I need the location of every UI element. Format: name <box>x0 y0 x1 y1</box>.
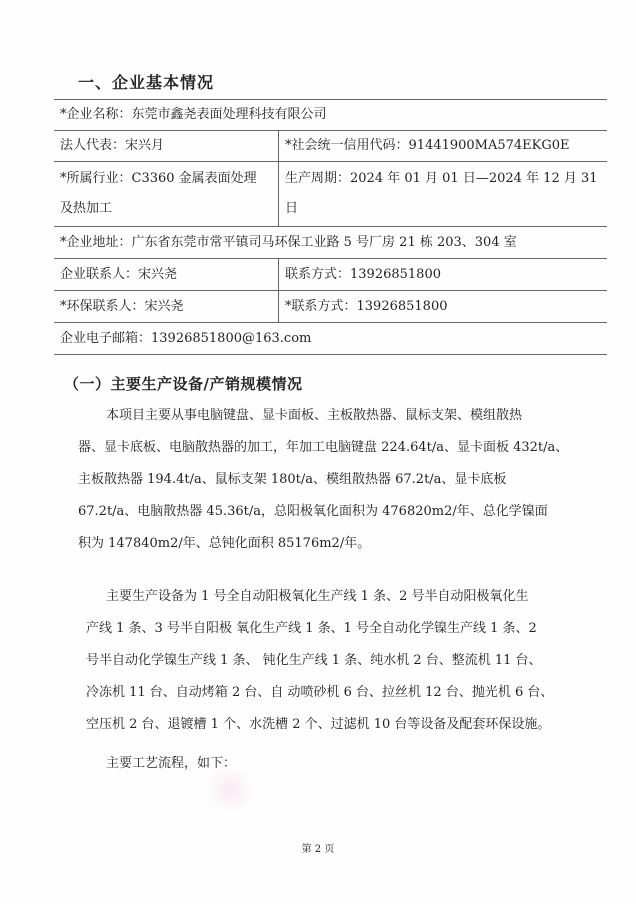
section-heading-basic-info: 一、企业基本情况 <box>78 73 215 92</box>
para2-line: 号半自动化学镍生产线 1 条、 钝化生产线 1 条、纯水机 2 台、整流机 11 台、 <box>86 653 542 668</box>
para1-line: 本项目主要从事电脑键盘、显卡面板、主板散热器、鼠标支架、模组散热 <box>106 408 523 423</box>
env-contact-cell: *环保联系人：宋兴尧 <box>54 291 279 323</box>
address-cell: *企业地址：广东省东莞市常平镇司马环保工业路 5 号厂房 21 栋 203、304 室 <box>54 227 607 259</box>
para1-line: 主板散热器 194.4t/a、鼠标支架 180t/a、模组散热器 67.2t/a、显卡底板 <box>78 472 507 487</box>
para1-line: 器、显卡底板、电脑散热器的加工，年加工电脑键盘 224.64t/a、显卡面板 432t/a、 <box>78 440 569 455</box>
industry-line-2: 及热加工 <box>60 201 113 216</box>
process-flow-line: 主要工艺流程，如下： <box>106 756 237 771</box>
para2-line: 主要生产设备为 1 号全自动阳极氧化生产线 1 条、2 号半自动阳极氧化生 <box>106 589 529 604</box>
para2-line: 冷冻机 11 台、自动烤箱 2 台、自 动喷砂机 6 台、拉丝机 12 台、抛光机 6 台、 <box>86 685 554 700</box>
page-number: 第 2 页 <box>301 844 335 855</box>
para2-line: 空压机 2 台、退镀槽 1 个、水洗槽 2 个、过滤机 10 台等设备及配套环保设施。 <box>86 717 551 732</box>
section-heading-equipment: （一）主要生产设备/产销规模情况 <box>64 375 303 393</box>
production-period-cell: 生产周期：2024 年 01 月 01 日—2024 年 12 月 31 日 <box>279 162 608 227</box>
env-phone-cell: *联系方式：13926851800 <box>279 291 608 323</box>
industry-cell <box>54 162 279 227</box>
company-info-table <box>54 99 607 355</box>
legal-rep-cell: 法人代表：宋兴月 <box>54 131 279 162</box>
email-cell: 企业电子邮箱：13926851800@163.com <box>54 323 607 355</box>
company-name-cell: *企业名称：东莞市鑫尧表面处理科技有限公司 <box>54 100 607 131</box>
para1-line: 67.2t/a、电脑散热器 45.36t/a，总阳极氧化面积为 476820m2/年、总化学镍面 <box>78 504 548 519</box>
credit-code-cell: *社会统一信用代码：91441900MA574EKG0E <box>279 131 608 162</box>
para2-line: 产线 1 条、3 号半自阳极 氧化生产线 1 条、1 号全自动化学镍生产线 1 条、2 <box>86 621 537 636</box>
contact-person-cell: 企业联系人：宋兴尧 <box>54 259 279 291</box>
faint-stamp-mark <box>200 770 260 810</box>
para1-line: 积为 147840m2/年、总钝化面积 85176m2/年。 <box>78 536 371 551</box>
contact-phone-cell: 联系方式：13926851800 <box>279 259 608 291</box>
industry-line-1: *所属行业：C3360 金属表面处理 <box>60 171 257 186</box>
